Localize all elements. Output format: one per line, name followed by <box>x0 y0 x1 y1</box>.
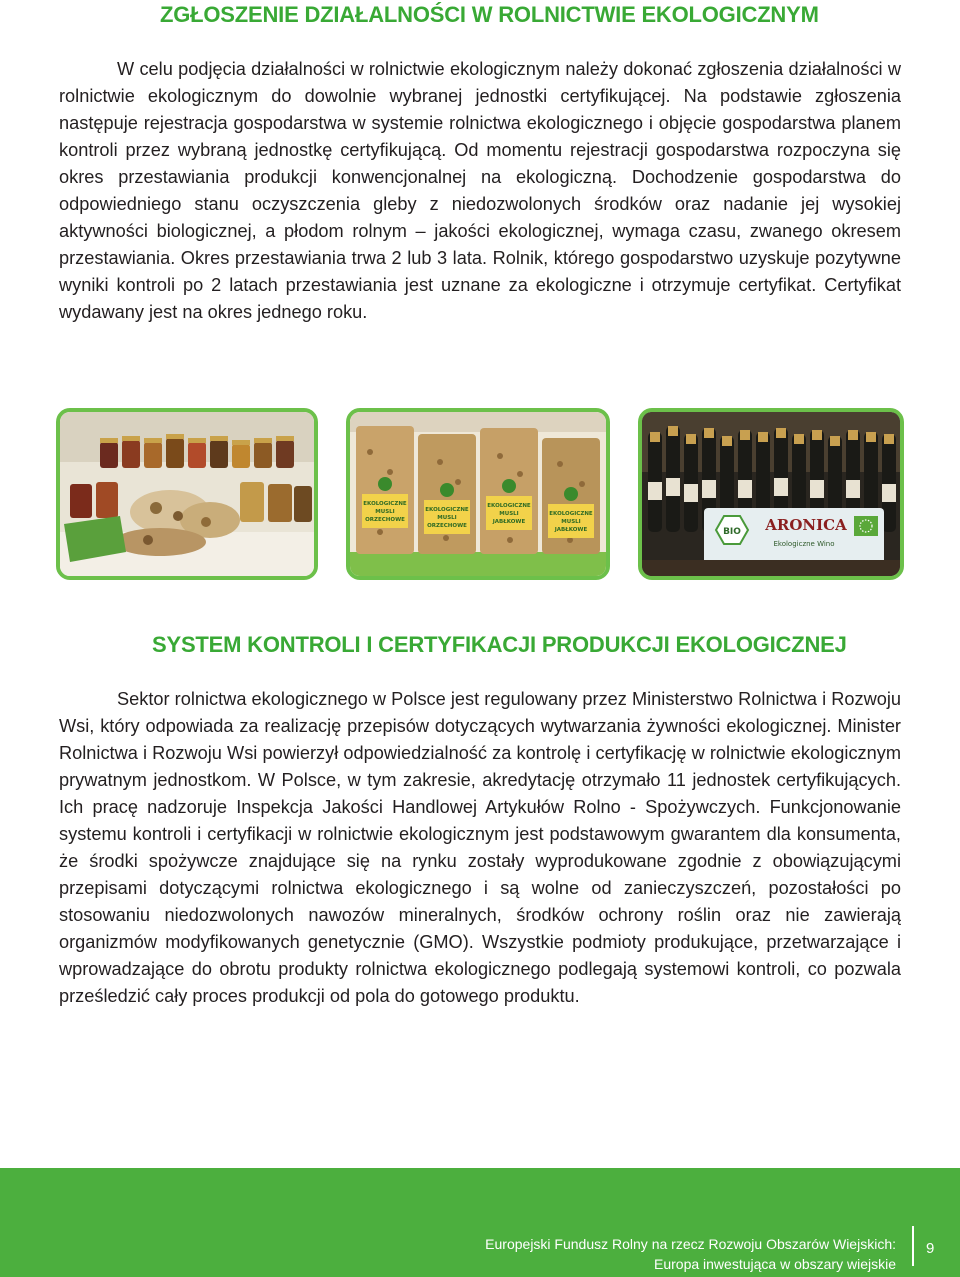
page-number: 9 <box>926 1240 935 1257</box>
bag3-label-line3: JABŁKOWE <box>492 519 526 525</box>
section-title-control-system: SYSTEM KONTROLI I CERTYFIKACJI PRODUKCJI EKOLOGICZNEJ <box>152 632 847 657</box>
bag1-label-line1: EKOLOGICZNE <box>363 501 407 507</box>
bag2-label-line1: EKOLOGICZNE <box>425 507 469 513</box>
section-title-registration: ZGŁOSZENIE DZIAŁALNOŚCI W ROLNICTWIE EKOLOGICZNYM <box>160 2 819 27</box>
photo-muesli <box>346 408 610 580</box>
muesli-image <box>350 412 606 576</box>
wine-image <box>642 412 900 576</box>
footer-divider <box>912 1226 914 1266</box>
bag3-label-line2: MUSLI <box>499 511 519 517</box>
footer-line-1: Europejski Fundusz Rolny na rzecz Rozwoju Obszarów Wiejskich: <box>485 1236 896 1252</box>
bag4-label-line2: MUSLI <box>561 519 581 525</box>
bag4-label-line1: EKOLOGICZNE <box>549 511 593 517</box>
photo-preserves <box>56 408 318 580</box>
bag4-label-line3: JABŁKOWE <box>554 527 588 533</box>
aronica-brand-text: ARONICA <box>765 516 847 534</box>
photo-wine <box>638 408 904 580</box>
bio-badge-text: BIO <box>723 527 741 537</box>
bag3-label-line1: EKOLOGICZNE <box>487 503 531 509</box>
footer-text <box>485 1234 896 1274</box>
bag1-label-line2: MUSLI <box>375 509 395 515</box>
registration-paragraph: W celu podjęcia działalności w rolnictwie ekologicznym należy dokonać zgłoszenia działalności w rolnictwie ekologicznym do dowolnie wybranej jednostki certyfikującej. Na podstawie zgłoszenia następuje rejestracja gospodarstwa w systemie rolnictwa ekologicznego i objęcie gospodarstwa planem kontroli przez wybraną jednostkę certyfikującą. Od momentu rejestracji gospodarstwa rozpoczyna się okres przestawiania produkcji konwencjonalnej na ekologiczną. Dochodzenie gospodarstwa do odpowiedniego stanu oczyszczenia gleby z niedozwolonych środków oraz nadanie jej wysokiej aktywności biologicznej, a płodom rolnym – jakości ekologicznej, wymaga czasu, zwanego okresem przestawiania. Okres przestawiania trwa 2 lub 3 lata. Rolnik, którego gospodarstwo uzyskuje pozytywne wyniki kontroli po 2 latach przestawiania jest uznane za ekologiczne i otrzymuje certyfikat. Certyfikat wydawany jest na okres jednego roku. <box>59 59 901 322</box>
bag1-label-line3: ORZECHOWE <box>365 517 405 523</box>
footer-line-2: Europa inwestująca w obszary wiejskie <box>654 1256 896 1272</box>
control-system-paragraph: Sektor rolnictwa ekologicznego w Polsce jest regulowany przez Ministerstwo Rolnictwa i Rozwoju Wsi, który odpowiada za realizację przepisów dotyczących wytwarzania żywności ekologicznej. Minister Rolnictwa i Rozwoju Wsi powierzył odpowiedzialność za kontrolę i certyfikację w rolnictwie ekologicznym prywatnym jednostkom. W Polsce, w tym zakresie, akredytację otrzymało 11 jednostek certyfikujących. Ich pracę nadzoruje Inspekcja Jakości Handlowej Artykułów Rolno - Spożywczych. Funkcjonowanie systemu kontroli i certyfikacji w rolnictwie ekologicznym jest podstawowym gwarantem dla konsumenta, że środki spożywcze znajdujące się na rynku zostały wyprodukowane zgodnie z obowiązującymi przepisami dotyczącymi rolnictwa ekologicznego i są wolne od zanieczyszczeń, pozostałości po stosowaniu niedozwolonych nawozów mineralnych, środków ochrony roślin oraz nie zawierają organizmów modyfikowanych genetycznie (GMO). Wszystkie podmioty produkujące, przetwarzające i wprowadzające do obrotu produkty rolnictwa ekologicznego podlegają systemowi kontroli, co pozwala prześledzić cały proces produkcji od pola do gotowego produktu. <box>59 689 901 1006</box>
preserves-image <box>60 412 314 576</box>
bag2-label-line2: MUSLI <box>437 515 457 521</box>
bag2-label-line3: ORZECHOWE <box>427 523 467 529</box>
footer-bar <box>0 1168 960 1277</box>
aronica-sub-text: Ekologiczne Wino <box>773 540 835 548</box>
